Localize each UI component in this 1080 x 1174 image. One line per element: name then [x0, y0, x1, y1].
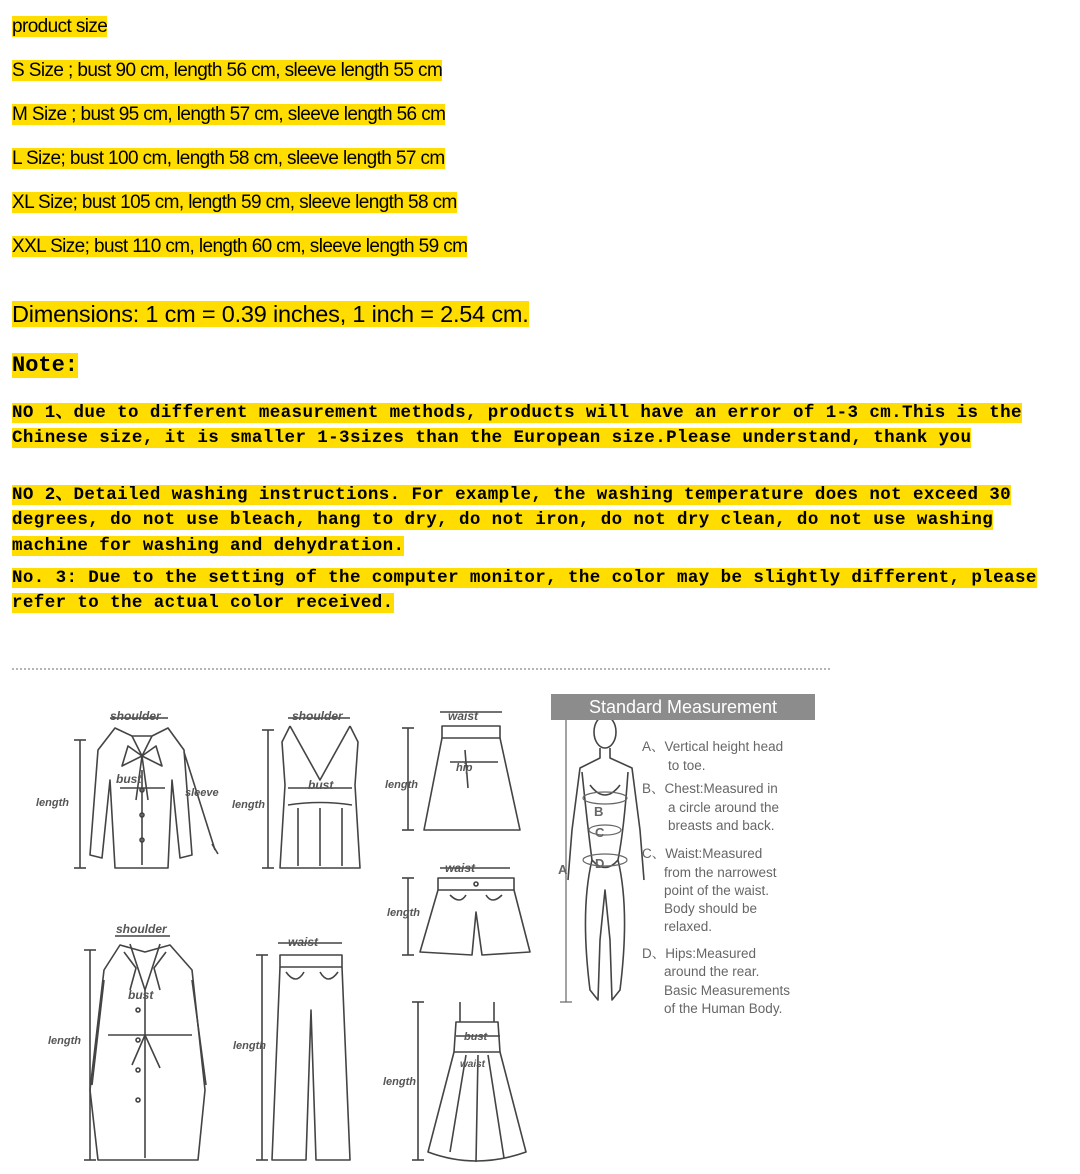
note-title: Note: — [12, 353, 79, 378]
size-line-xl: XL Size; bust 105 cm, length 59 cm, sleeve length 58 cm — [12, 192, 457, 213]
marker-a: A — [558, 862, 568, 877]
standard-title: Standard Measurement — [588, 697, 778, 717]
marker-b: B — [594, 804, 604, 819]
pants-length-label: length — [233, 1040, 266, 1052]
coat-illustration — [84, 936, 206, 1160]
skirt-waist-label: waist — [448, 709, 479, 723]
skirt-length-label: length — [385, 779, 418, 791]
legend-a-line-1: A、Vertical height head — [642, 739, 784, 754]
dotted-separator — [12, 668, 830, 670]
legend-c-line-3: point of the waist. — [664, 883, 770, 898]
blouse-sleeve-label: sleeve — [185, 787, 219, 799]
coat-length-label: length — [48, 1035, 81, 1047]
legend-c-line-4: Body should be — [664, 901, 758, 916]
skirt-hip-label: hip — [456, 762, 473, 774]
dimensions-conversion: Dimensions: 1 cm = 0.39 inches, 1 inch = 2.54 cm. — [12, 301, 529, 327]
note-item-2: NO 2、Detailed washing instructions. For example, the washing temperature does not exceed 30 degrees, do not use bleach, hang to dry, do not iron, do not dry clean, do not use washing machine for washing and dehydration. — [12, 485, 1012, 556]
pants-illustration — [256, 943, 350, 1160]
standard-legend — [642, 739, 790, 1016]
dress-waist-label: waist — [460, 1059, 486, 1070]
legend-a-line-2: to toe. — [668, 758, 706, 773]
legend-c-line-2: from the narrowest — [664, 865, 777, 880]
marker-c: C — [595, 825, 605, 840]
size-heading: product size — [12, 16, 108, 37]
tank-top-illustration — [262, 718, 360, 868]
size-line-l: L Size; bust 100 cm, length 58 cm, sleeve length 57 cm — [12, 148, 445, 169]
legend-b-line-3: breasts and back. — [668, 818, 775, 833]
blouse-bust-label: bust — [116, 772, 142, 786]
note-item-1: NO 1、due to different measurement methods, products will have an error of 1-3 cm.This is the Chinese size, it is smaller 1-3sizes than the European size.Please understand, thank you — [12, 403, 1022, 449]
body-figure — [568, 716, 644, 1000]
dress-length-label: length — [383, 1076, 416, 1088]
legend-c-line-5: relaxed. — [664, 919, 713, 934]
note-item-3: No. 3: Due to the setting of the computer monitor, the color may be slightly different, please refer to the actual color received. — [12, 568, 1037, 614]
coat-shoulder-label: shoulder — [116, 922, 167, 936]
blouse-length-label: length — [36, 797, 69, 809]
blouse-shoulder-label: shoulder — [110, 709, 161, 723]
tank-shoulder-label: shoulder — [292, 709, 343, 723]
dress-bust-label: bust — [464, 1031, 488, 1043]
legend-b-line-2: a circle around the — [668, 800, 780, 815]
legend-b-line-1: B、Chest:Measured in — [642, 781, 778, 796]
tank-bust-label: bust — [308, 778, 334, 792]
size-line-xxl: XXL Size; bust 110 cm, length 60 cm, sleeve length 59 cm — [12, 236, 468, 257]
shorts-illustration — [402, 868, 530, 955]
pants-waist-label: waist — [288, 935, 319, 949]
shorts-length-label: length — [387, 907, 420, 919]
shorts-waist-label: waist — [445, 861, 476, 875]
legend-d-line-3: Basic Measurements — [664, 983, 791, 998]
coat-bust-label: bust — [128, 988, 154, 1002]
tank-length-label: length — [232, 799, 265, 811]
size-line-s: S Size ; bust 90 cm, length 56 cm, sleeve length 55 cm — [12, 60, 443, 81]
dress-illustration — [412, 1002, 526, 1162]
legend-d-line-4: of the Human Body. — [664, 1001, 783, 1016]
measurement-diagram — [20, 690, 1060, 1170]
legend-c-line-1: C、Waist:Measured — [642, 846, 763, 861]
legend-d-line-1: D、Hips:Measured — [642, 946, 757, 961]
size-line-m: M Size ; bust 95 cm, length 57 cm, sleeve length 56 cm — [12, 104, 446, 125]
marker-d: D — [595, 856, 605, 871]
legend-d-line-2: around the rear. — [664, 964, 760, 979]
